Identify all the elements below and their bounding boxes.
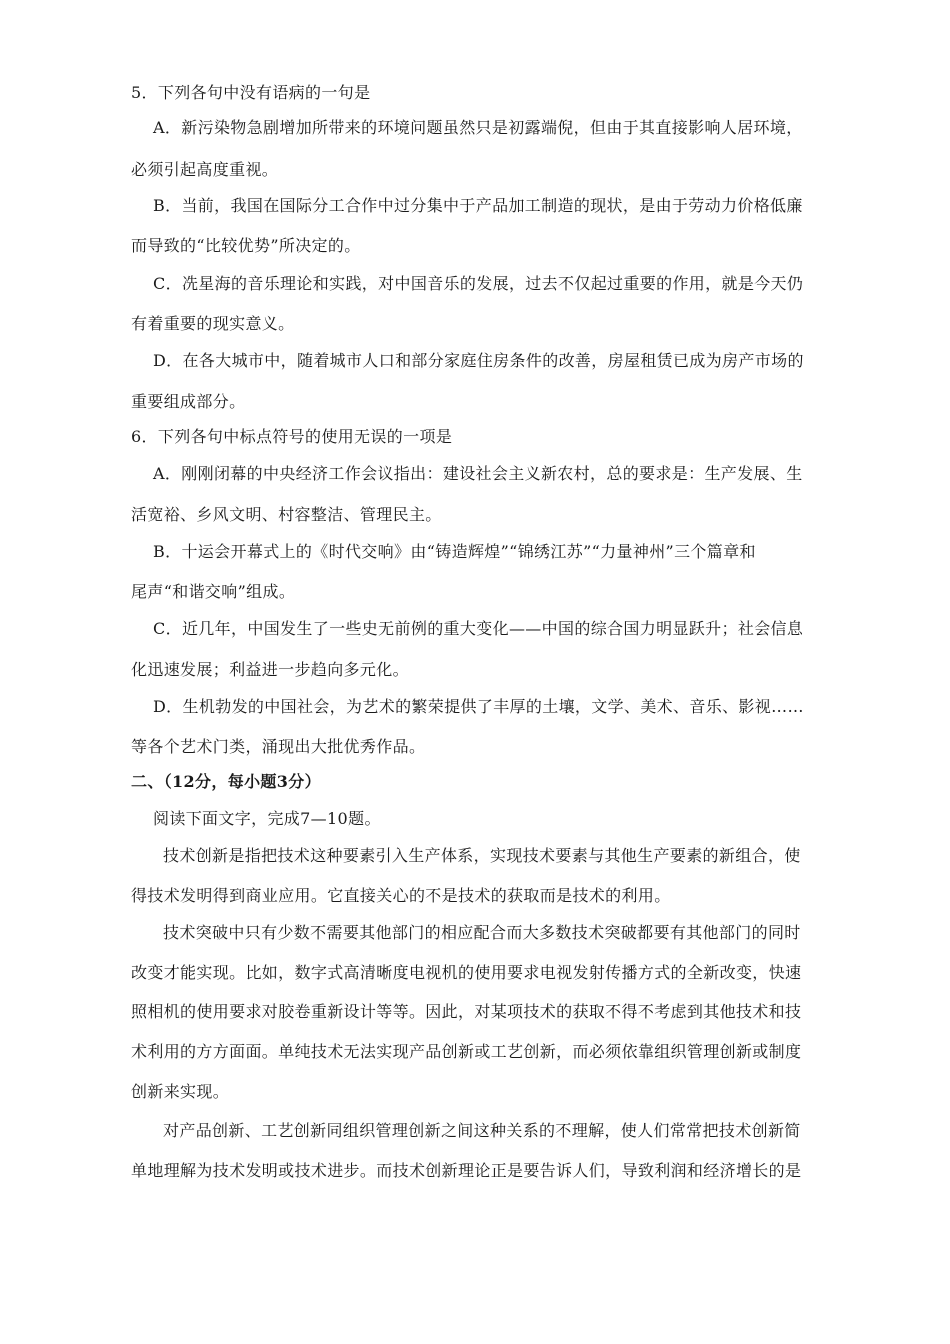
section-heading: 二、（12分，每小题3分） [131,772,321,791]
reading-instruction: 阅读下面文字，完成7—10题。 [153,809,381,828]
passage-paragraph-3-cont: 单地理解为技术发明或技术进步。而技术创新理论正是要告诉人们，导致利润和经济增长的是 [131,1161,802,1180]
passage-paragraph-2-line-5: 创新来实现。 [131,1082,230,1101]
q6-option-c-cont: 化迅速发展；利益进一步趋向多元化。 [131,660,409,679]
q6-option-a-cont: 活宽裕、乡风文明、村容整洁、管理民主。 [131,505,442,524]
q6-option-b: B．十运会开幕式上的《时代交响》由“铸造辉煌”“锦绣江苏”“力量神州”三个篇章和 [153,542,756,561]
q6-option-d-cont: 等各个艺术门类，涌现出大批优秀作品。 [131,737,426,756]
passage-paragraph-2-line-4: 术利用的方方面面。单纯技术无法实现产品创新或工艺创新，而必须依靠组织管理创新或制度 [131,1042,802,1061]
q5-option-a-cont: 必须引起高度重视。 [131,160,279,179]
passage-paragraph-2: 技术突破中只有少数不需要其他部门的相应配合而大多数技术突破都要有其他部门的同时 [163,923,801,942]
q6-option-b-cont: 尾声“和谐交响”组成。 [131,582,296,601]
passage-paragraph-1-cont: 得技术发明得到商业应用。它直接关心的不是技术的获取而是技术的利用。 [131,886,671,905]
q5-option-a: A．新污染物急剧增加所带来的环境问题虽然只是初露端倪，但由于其直接影响人居环境， [153,118,803,137]
q6-option-a: A．刚刚闭幕的中央经济工作会议指出：建设社会主义新农村，总的要求是：生产发展、生 [153,464,803,483]
q6-option-d: D．生机勃发的中国社会，为艺术的繁荣提供了丰厚的土壤，文学、美术、音乐、影视…… [153,697,804,716]
q5-option-b-cont: 而导致的“比较优势”所决定的。 [131,236,361,255]
q5-option-d-cont: 重要组成部分。 [131,392,246,411]
q5-option-c-cont: 有着重要的现实意义。 [131,314,295,333]
passage-paragraph-3: 对产品创新、工艺创新同组织管理创新之间这种关系的不理解，使人们常常把技术创新简 [163,1121,801,1140]
q6-stem: 6．下列各句中标点符号的使用无误的一项是 [131,427,453,446]
q5-option-b: B．当前，我国在国际分工合作中过分集中于产品加工制造的现状，是由于劳动力价格低廉 [153,196,803,215]
passage-paragraph-1: 技术创新是指把技术这种要素引入生产体系，实现技术要素与其他生产要素的新组合，使 [163,846,801,865]
q5-option-d: D．在各大城市中，随着城市人口和部分家庭住房条件的改善，房屋租赁已成为房产市场的 [153,351,804,370]
q6-option-c: C．近几年，中国发生了一些史无前例的重大变化——中国的综合国力明显跃升；社会信息 [153,619,804,638]
q5-option-c: C．冼星海的音乐理论和实践，对中国音乐的发展，过去不仅起过重要的作用，就是今天仍 [153,274,804,293]
q5-stem: 5．下列各句中没有语病的一句是 [131,83,371,102]
passage-paragraph-2-line-3: 照相机的使用要求对胶卷重新设计等等。因此，对某项技术的获取不得不考虑到其他技术和技 [131,1002,802,1021]
passage-paragraph-2-line-2: 改变才能实现。比如，数字式高清晰度电视机的使用要求电视发射传播方式的全新改变，快速 [131,963,802,982]
